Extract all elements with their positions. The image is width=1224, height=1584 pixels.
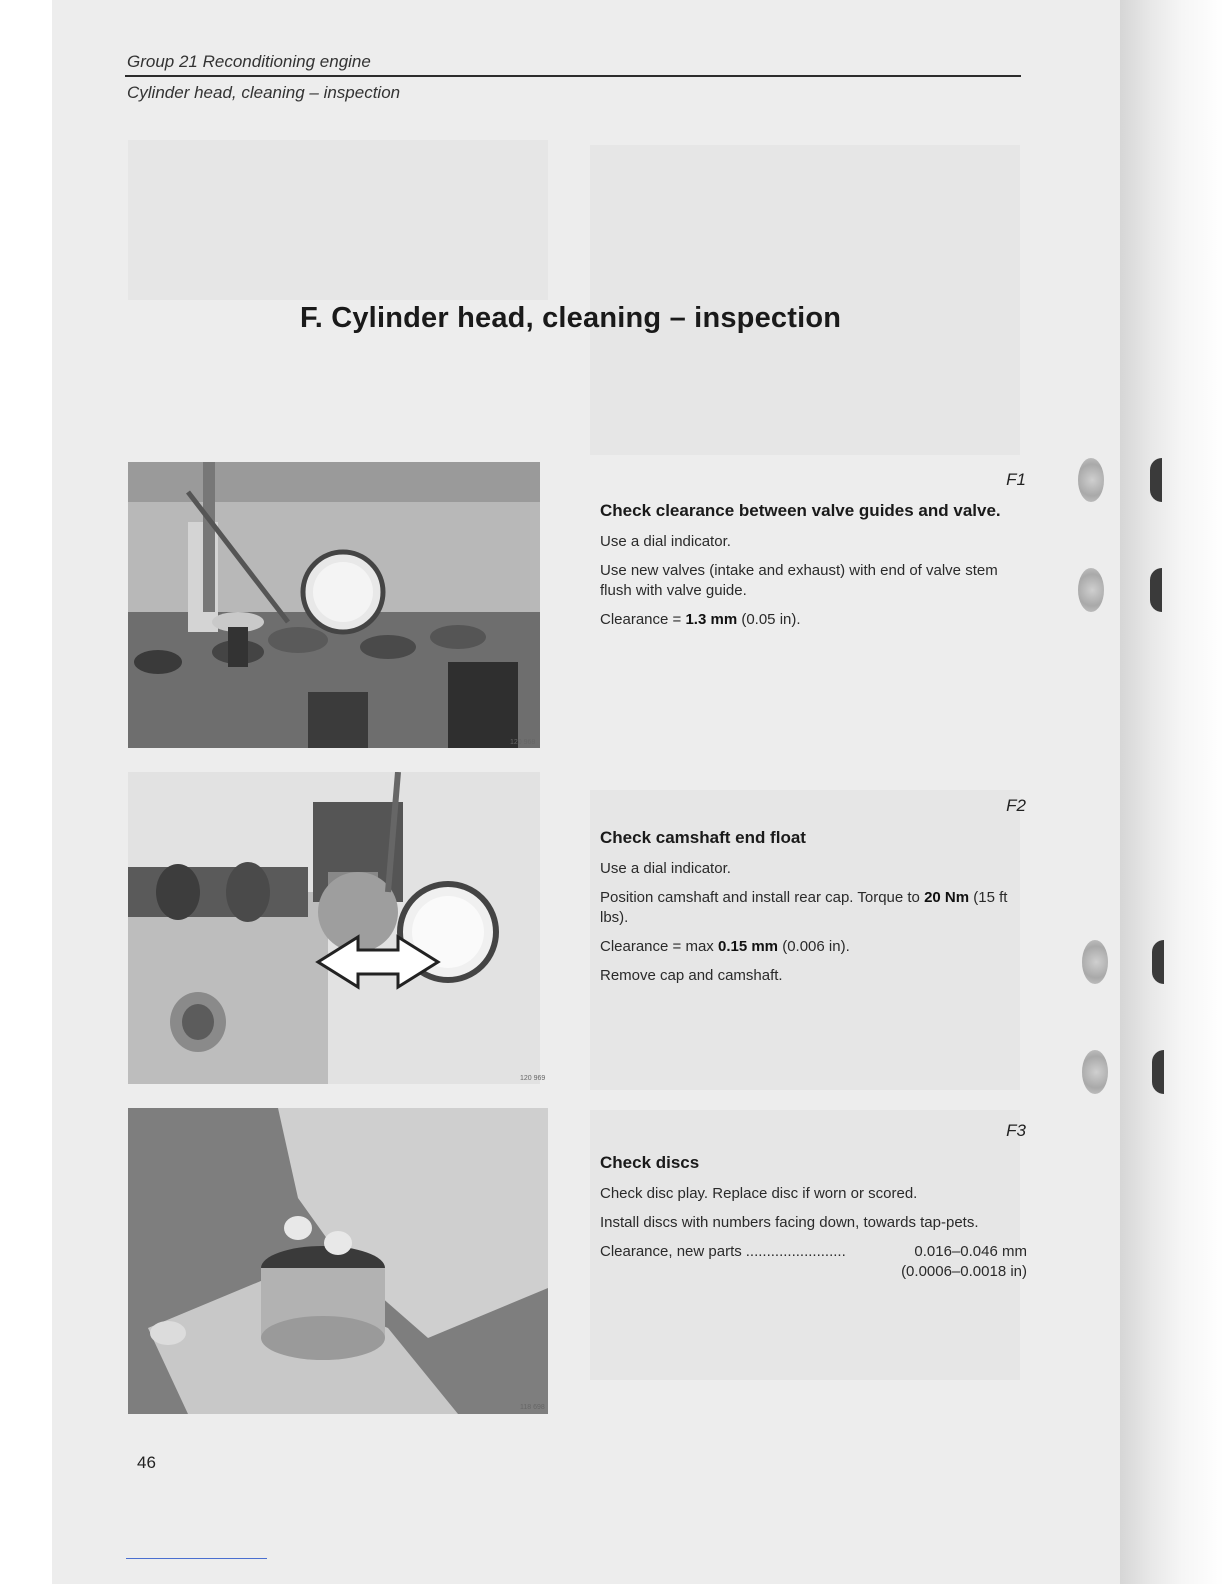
binder-tab — [1150, 458, 1162, 502]
group-header: Group 21 Reconditioning engine — [127, 52, 371, 71]
section-title: F. Cylinder head, cleaning – inspection — [300, 302, 842, 334]
binder-hole — [1078, 458, 1104, 502]
figure-label-f1: F1 — [1006, 470, 1026, 489]
paragraph: Use new valves (intake and exhaust) with end of valve stem flush with valve guide. — [600, 562, 998, 599]
paragraph: Install discs with numbers facing down, towards tap-pets. — [600, 1214, 979, 1231]
paragraph: Use a dial indicator. — [600, 860, 731, 877]
text-block-f2 — [600, 826, 1027, 995]
photo-code: 118 698 — [520, 1404, 545, 1411]
section-subheader: Cylinder head, cleaning – inspection — [127, 83, 401, 102]
figure-label-f3: F3 — [1006, 1121, 1026, 1140]
page-number: 46 — [137, 1453, 156, 1472]
bleed-through-area — [128, 140, 548, 300]
photo-code: 120 969 — [520, 1075, 546, 1082]
paragraph: Remove cap and camshaft. — [600, 967, 783, 984]
binder-tab — [1152, 940, 1164, 984]
clearance-line: Clearance = 1.3 mm (0.05 in). — [600, 611, 801, 628]
paragraph: Use a dial indicator. — [600, 533, 731, 550]
binder-tab — [1150, 568, 1162, 612]
header-rule — [125, 75, 1021, 77]
torque-line: Position camshaft and install rear cap. Torque to 20 Nm (15 ft lbs). — [600, 889, 1008, 926]
spec-label: Clearance, new parts — [600, 1243, 742, 1260]
photo-valve-guide-check — [128, 462, 540, 748]
binder-tab — [1152, 1050, 1164, 1094]
spec-leader-dots: ........................ — [745, 1243, 846, 1260]
figure-label-f2: F2 — [1006, 796, 1026, 815]
spec-value: 0.016–0.046 mm — [914, 1243, 1027, 1260]
photo-camshaft-end-float — [128, 772, 540, 1084]
text-block-f3 — [600, 1151, 1027, 1282]
heading-f3: Check discs — [600, 1153, 700, 1172]
footer-link-underline — [126, 1558, 267, 1559]
spec-value-imperial: (0.0006–0.0018 in) — [901, 1263, 1027, 1280]
paragraph: Check disc play. Replace disc if worn or scored. — [600, 1185, 918, 1202]
binder-hole — [1082, 940, 1108, 984]
bleed-through-area — [590, 145, 1020, 455]
binder-hole — [1078, 568, 1104, 612]
photo-check-discs — [128, 1108, 548, 1414]
clearance-line: Clearance = max 0.15 mm (0.006 in). — [600, 938, 850, 955]
binding-shadow — [1120, 0, 1224, 1584]
binder-hole — [1082, 1050, 1108, 1094]
spec-row — [600, 1242, 1027, 1262]
heading-f2: Check camshaft end float — [600, 828, 806, 847]
text-block-f1 — [600, 499, 1027, 639]
heading-f1: Check clearance between valve guides and valve. — [600, 501, 1001, 520]
photo-code: 120 968 — [510, 739, 536, 746]
